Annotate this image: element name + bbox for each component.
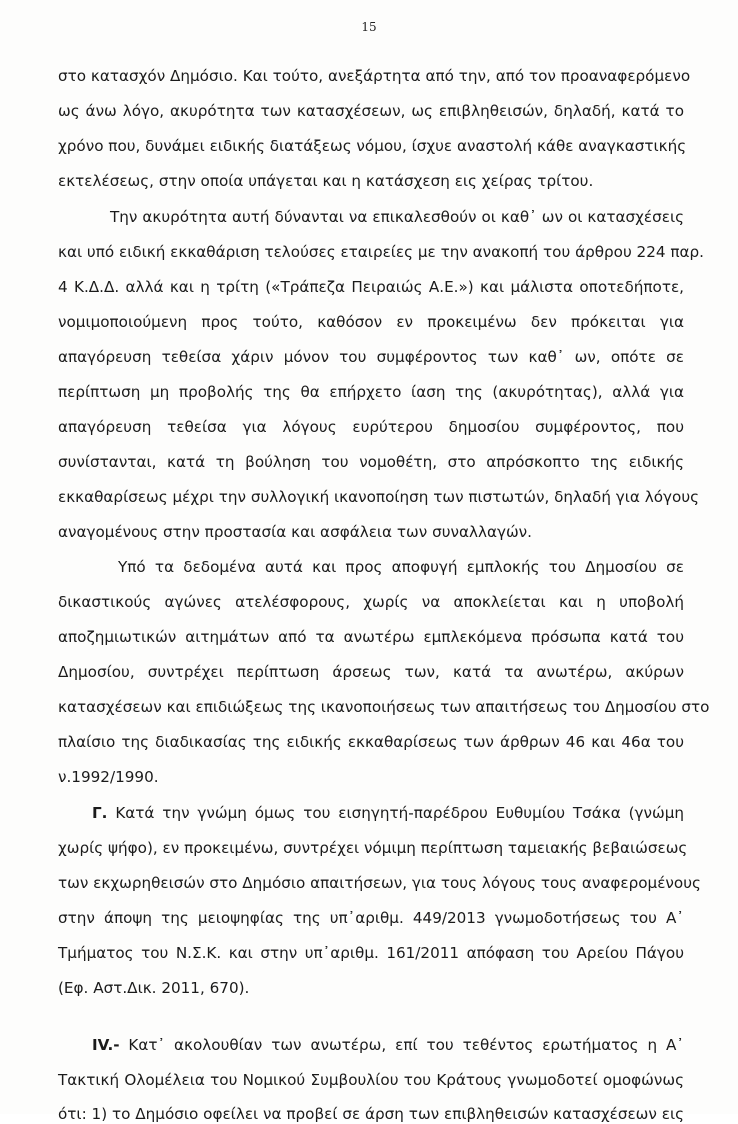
text-line: (Εφ. Αστ.Δικ. 2011, 670). xyxy=(58,979,250,997)
text-line: Γ. Κατά την γνώμη όμως του εισηγητή-παρέδρου Ευθυμίου Τσάκα (γνώμη xyxy=(92,804,684,822)
text-line: των εκχωρηθεισών στο Δημόσιο απαιτήσεων, για τους λόγους τους αναφερομένους xyxy=(58,874,701,892)
text-line: ως άνω λόγο, ακυρότητα των κατασχέσεων, ως επιβληθεισών, δηλαδή, κατά το xyxy=(58,102,684,120)
text-line: εκτελέσεως, στην οποία υπάγεται και η κατάσχεση εις χείρας τρίτου. xyxy=(58,172,594,190)
text-line: και υπό ειδική εκκαθάριση τελούσες εταιρείες με την ανακοπή του άρθρου 224 παρ. xyxy=(58,243,704,261)
text-line: Υπό τα δεδομένα αυτά και προς αποφυγή εμπλοκής του Δημοσίου σε xyxy=(118,558,684,576)
text-line: Τμήματος του Ν.Σ.Κ. και στην υπ᾽αριθμ. 161/2011 απόφαση του Αρείου Πάγου xyxy=(58,944,684,962)
text-line: Την ακυρότητα αυτή δύνανται να επικαλεσθούν οι καθ᾽ ων οι κατασχέσεις xyxy=(110,208,684,226)
text-line: ν.1992/1990. xyxy=(58,768,159,786)
text-line: συνίστανται, κατά τη βούληση του νομοθέτη, στο απρόσκοπτο της ειδικής xyxy=(58,453,684,471)
text-line: χρόνο που, δυνάμει ειδικής διατάξεως νόμου, ίσχυε αναστολή κάθε αναγκαστικής xyxy=(58,137,687,155)
text-line: χωρίς ψήφο), εν προκειμένω, συντρέχει νόμιμη περίπτωση ταμειακής βεβαιώσεως xyxy=(58,839,688,857)
text-line: απαγόρευση τεθείσα χάριν μόνον του συμφέροντος των καθ᾽ ων, οπότε σε xyxy=(58,348,684,366)
page-number: 15 xyxy=(361,20,377,34)
text-line: περίπτωση μη προβολής της θα επήρχετο ίαση της (ακυρότητας), αλλά για xyxy=(58,383,684,401)
text-line: εκκαθαρίσεως μέχρι την συλλογική ικανοποίηση των πιστωτών, δηλαδή για λόγους xyxy=(58,488,700,506)
text-line: δικαστικούς αγώνες ατελέσφορους, χωρίς να αποκλείεται και η υποβολή xyxy=(58,593,684,611)
text-line: απαγόρευση τεθείσα για λόγους ευρύτερου δημοσίου συμφέροντος, που xyxy=(58,418,684,436)
text-line: Δημοσίου, συντρέχει περίπτωση άρσεως των, κατά τα ανωτέρω, ακύρων xyxy=(58,663,684,681)
text-line: αναγομένους στην προστασία και ασφάλεια των συναλλαγών. xyxy=(58,523,532,541)
text-line: 4 Κ.Δ.Δ. αλλά και η τρίτη («Τράπεζα Πειραιώς Α.Ε.») και μάλιστα οποτεδήποτε, xyxy=(58,278,684,296)
section-marker: IV.- xyxy=(92,1036,120,1054)
text-line: νομιμοποιούμενη προς τούτο, καθόσον εν προκειμένω δεν πρόκειται για xyxy=(58,313,684,331)
text-line: IV.- Κατ᾽ ακολουθίαν των ανωτέρω, επί του τεθέντος ερωτήματος η Α᾽ xyxy=(92,1036,684,1054)
text-line: Τακτική Ολομέλεια του Νομικού Συμβουλίου του Κράτους γνωμοδοτεί ομοφώνως xyxy=(58,1071,684,1089)
text-line: αποζημιωτικών αιτημάτων από τα ανωτέρω εμπλεκόμενα πρόσωπα κατά του xyxy=(58,628,684,646)
text-line: κατασχέσεων και επιδιώξεως της ικανοποιήσεως των απαιτήσεως του Δημοσίου στο xyxy=(58,698,710,716)
text-line: στην άποψη της μειοψηφίας της υπ᾽αριθμ. 449/2013 γνωμοδοτήσεως του Α᾽ xyxy=(58,909,684,927)
text-line: πλαίσιο της διαδικασίας της ειδικής εκκαθαρίσεως των άρθρων 46 και 46α του xyxy=(58,733,684,751)
section-marker: Γ. xyxy=(92,804,108,822)
text-line: ότι: 1) το Δημόσιο οφείλει να προβεί σε άρση των επιβληθεισών κατασχέσεων εις xyxy=(58,1105,684,1123)
text-line: στο κατασχόν Δημόσιο. Και τούτο, ανεξάρτητα από την, από τον προαναφερόμενο xyxy=(58,67,691,85)
